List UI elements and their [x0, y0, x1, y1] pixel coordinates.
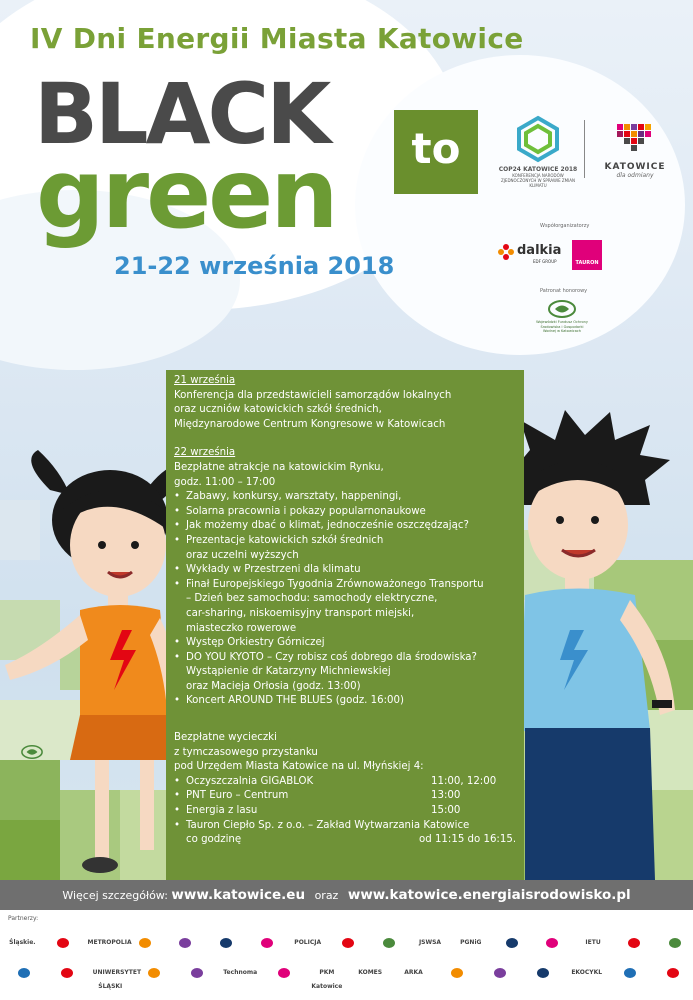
list-item: • PNT Euro – Centrum 13:00: [174, 789, 524, 804]
headline-black: BLACK: [34, 65, 329, 163]
partner-logo: Technoma: [223, 969, 258, 976]
footer-links: [0, 880, 693, 910]
list-item: • Występ Orkiestry Górniczej: [174, 636, 524, 651]
list-item: • Oczyszczalnia GIGABLOK 11:00, 12:00: [174, 775, 524, 790]
partner-logo: [439, 966, 474, 980]
cop24-hexagon-icon: [515, 115, 561, 163]
headline-to-box: to: [394, 110, 478, 194]
cop24-logo: [498, 115, 578, 188]
partner-logo-mark-icon: [667, 968, 679, 978]
cloud-right: [355, 55, 685, 355]
partner-logo-mark-icon: [451, 968, 463, 978]
list-item: • Koncert AROUND THE BLUES (godz. 16:00): [174, 694, 524, 709]
partner-logo-mark-icon: [546, 938, 558, 948]
partner-logo-mark-icon: [148, 968, 160, 978]
partner-logo-mark-icon: [278, 968, 290, 978]
partner-logo-mark-icon: [624, 968, 636, 978]
partner-logo: [495, 936, 528, 950]
list-item: • Energia z lasu 15:00: [174, 804, 524, 819]
partner-logo: PGNiG: [460, 939, 482, 946]
wfosigw-leaf-icon: [547, 300, 577, 318]
cop24-subtitle: KONFERENCJA NARODÓW ZJEDNOCZONYCH W SPRAWIE ZMIAN KLIMATU: [501, 173, 575, 188]
partner-logo: [251, 936, 284, 950]
partner-logo: [612, 966, 647, 980]
list-item: • Tauron Ciepło Sp. z o.o. – Zakład Wytwarzania Katowice: [174, 819, 524, 834]
partner-logo-mark-icon: [191, 968, 203, 978]
list-item: • Jak możemy dbać o klimat, jednocześnie oszczędzając?: [174, 519, 524, 534]
partner-logo-mark-icon: [494, 968, 506, 978]
dalkia-logo: [497, 240, 562, 266]
day1-line: Międzynarodowe Centrum Kongresowe w Katowicach: [174, 418, 446, 430]
katowice-tagline: dla odmiany: [616, 172, 654, 179]
trips-intro: pod Urzędem Miasta Katowice na ul. Młyńskiej 4:: [174, 761, 424, 773]
wfosigw-logo: [534, 300, 590, 340]
partner-logo: [210, 936, 243, 950]
dalkia-group: EDF GROUP: [533, 259, 557, 264]
partner-logo-mark-icon: [261, 938, 273, 948]
coorganizers-label: Współorganizatorzy: [540, 223, 590, 229]
tauron-logo: [572, 240, 602, 270]
partner-logo: JSWSA: [418, 939, 442, 946]
trip-continuation: co godzinę od 11:15 do 16:15.: [186, 834, 517, 846]
partner-logo: PKM Katowice: [311, 969, 343, 990]
partner-logo-mark-icon: [61, 968, 73, 978]
day1-line: Konferencja dla przedstawicieli samorządów lokalnych: [174, 389, 452, 401]
partner-logo: [49, 966, 84, 980]
partner-logo: [656, 966, 691, 980]
event-dates: 21-22 września 2018: [114, 252, 395, 280]
partner-logo: [128, 936, 161, 950]
partner-logo-mark-icon: [139, 938, 151, 948]
day1-line: oraz uczniów katowickich szkół średnich,: [174, 404, 382, 416]
trips-intro: z tymczasowego przystanku: [174, 746, 318, 758]
link-energiaisrodowisko[interactable]: www.katowice.energiaisrodowisko.pl: [347, 887, 631, 903]
list-item: • Zabawy, konkursy, warsztaty, happeningi,: [174, 490, 524, 505]
partner-logo: [136, 966, 171, 980]
partner-logo: [373, 936, 406, 950]
partner-logo: [266, 966, 301, 980]
partner-logo: [169, 936, 202, 950]
partner-logo: [658, 936, 691, 950]
partners-label: Partnerzy:: [8, 915, 39, 922]
or-label: oraz: [314, 889, 339, 902]
partner-logo-mark-icon: [628, 938, 640, 948]
partner-logo: [179, 966, 214, 980]
partner-logo-mark-icon: [18, 968, 30, 978]
partner-logo: UNIWERSYTET ŚLĄSKI: [92, 969, 142, 990]
day2-attractions-list: [174, 490, 524, 709]
wfosigw-small-leaf-icon: [20, 745, 44, 759]
day1-date: 21 września: [174, 375, 236, 386]
boy-illustration: [500, 410, 693, 880]
logo-separator: [584, 120, 585, 178]
list-item: • Solarna pracownia i pokazy popularnonaukowe: [174, 505, 524, 520]
list-item: • Prezentacje katowickich szkół średnich oraz uczelni wyższych: [174, 534, 524, 563]
partner-logo: Śląskie.: [9, 939, 36, 946]
day2-date: 22 września: [174, 447, 236, 459]
list-item: • DO YOU KYOTO – Czy robisz coś dobrego dla środowiska? Wystąpienie dr Katarzyny Michniewskiej oraz Macieja Orłosia (godz. 13:00): [174, 651, 524, 695]
partner-logo-mark-icon: [383, 938, 395, 948]
list-item: • Finał Europejskiego Tygodnia Zrównoważonego Transportu – Dzień bez samochodu: samochody elektryczne, car-sharing, niskoemisyjny transport miejski, miasteczko rowerowe: [174, 578, 524, 636]
dalkia-star-icon: [497, 243, 515, 261]
trips-list: [174, 775, 524, 833]
day2-intro: Bezpłatne atrakcje na katowickim Rynku,: [174, 461, 384, 473]
partner-logo-mark-icon: [179, 938, 191, 948]
katowice-logo: [590, 122, 680, 179]
partner-logo: [47, 936, 80, 950]
program-text: [174, 374, 524, 848]
partner-logo: ARKA: [404, 969, 423, 976]
tauron-name: TAURON: [575, 260, 599, 266]
partner-logo-mark-icon: [506, 938, 518, 948]
day2-intro: godz. 11:00 – 17:00: [174, 476, 276, 488]
headline-green: green: [36, 138, 336, 250]
partner-logo: IETU: [585, 939, 601, 946]
katowice-name: KATOWICE: [604, 162, 666, 172]
partner-logo: POLICJA: [294, 939, 322, 946]
wfosigw-name: Wojewódzki Fundusz Ochrony Środowiska i Gospodarki Wodnej w Katowicach: [536, 320, 588, 333]
partner-logo: [536, 936, 569, 950]
list-item: • Wykłady w Przestrzeni dla klimatu: [174, 563, 524, 578]
patronage-label: Patronat honorowy: [540, 288, 588, 294]
partner-logo-mark-icon: [220, 938, 232, 948]
cop24-name: COP24 KATOWICE 2018: [498, 166, 578, 173]
partner-logo: [332, 936, 365, 950]
more-info-label: Więcej szczegółów:: [62, 889, 168, 902]
event-name: IV Dni Energii Miasta Katowice: [30, 22, 524, 55]
partner-logo: [526, 966, 561, 980]
partner-logo-mark-icon: [537, 968, 549, 978]
partner-logo: EKOCYKL: [571, 969, 603, 976]
katowice-mosaic-icon: [613, 122, 657, 158]
dalkia-name: dalkia: [517, 243, 562, 258]
partner-logo: [6, 966, 41, 980]
partner-logo: [617, 936, 650, 950]
partner-logo: METROPOLIA: [87, 939, 132, 946]
partner-logo-mark-icon: [57, 938, 69, 948]
trips-intro: Bezpłatne wycieczki: [174, 732, 277, 744]
wfosigw-small-logo: [12, 745, 52, 775]
partner-logo: [482, 966, 517, 980]
link-katowice-eu[interactable]: www.katowice.eu: [171, 887, 306, 903]
partner-logo-mark-icon: [342, 938, 354, 948]
partner-logo: KOMES: [358, 969, 383, 976]
partner-logo-mark-icon: [669, 938, 681, 948]
